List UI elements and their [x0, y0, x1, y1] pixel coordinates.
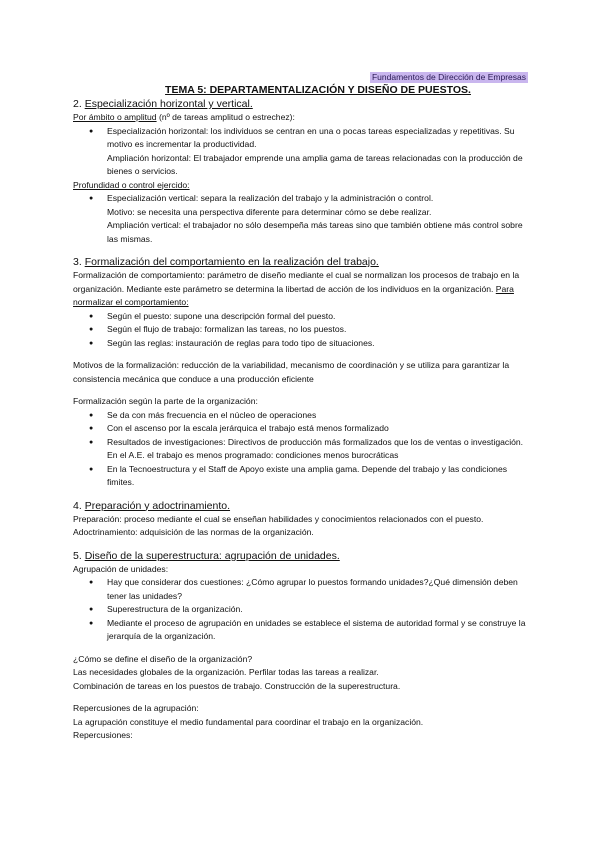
list-item: ● Mediante el proceso de agrupación en unidades se establece el sistema de autoridad formal y se construye la jerarquía de la organización.: [107, 617, 533, 644]
list-item: ● Según el flujo de trabajo: formalizan las tareas, no los puestos.: [107, 323, 533, 337]
list-item: ● Se da con más frecuencia en el núcleo de operaciones: [107, 409, 533, 423]
depth-label: Profundidad o control ejercido:: [73, 179, 190, 190]
course-header-tag: Fundamentos de Dirección de Empresas: [371, 72, 526, 82]
design-answer-2: Combinación de tareas en los puestos de trabajo. Construcción de la superestructura.: [73, 680, 401, 691]
page-title: TEMA 5: DEPARTAMENTALIZACIÓN Y DISEÑO DE PUESTOS.: [165, 84, 471, 96]
list-item: ● Especialización horizontal: los individuos se centran en una o pocas tareas especializadas y repetitivas. Su motivo es incrementar la productividad.: [107, 125, 533, 152]
horizontal-expansion: Ampliación horizontal: El trabajador emprende una amplia gama de tareas relacionadas con la producción de bienes o servicios.: [107, 152, 523, 176]
vertical-motive: Motivo: se necesita una perspectiva diferente para determinar cómo se debe realizar.: [107, 206, 432, 217]
design-question: ¿Cómo se define el diseño de la organización?: [73, 653, 253, 664]
vertical-expansion: Ampliación vertical: el trabajador no sólo desempeña más tareas sino que también obtiene más control sobre las mismas.: [107, 220, 523, 244]
section-4-heading: 4. Preparación y adoctrinamiento.: [73, 499, 231, 512]
list-item: ● Con el ascenso por la escala jerárquica el trabajo está menos formalizado: [107, 422, 533, 436]
vertical-list: [73, 192, 533, 206]
list-item: ● Superestructura de la organización.: [107, 603, 533, 617]
list-item: ● En la Tecnoestructura y el Staff de Apoyo existe una amplia gama. Depende del trabajo y las condiciones fimites.: [107, 463, 533, 490]
list-item: ● Según las reglas: instauración de reglas para todo tipo de situaciones.: [107, 337, 533, 351]
repercussions-lead: Repercusiones:: [73, 730, 133, 740]
list-item: ● Hay que considerar dos cuestiones: ¿Cómo agrupar lo puestos formando unidades?¿Qué dimensión deben tener las unidades?: [107, 576, 533, 603]
section-3-heading: 3. Formalización del comportamiento en la realización del trabajo.: [73, 256, 379, 268]
section-5-heading: 5. Diseño de la superestructura: agrupación de unidades.: [73, 549, 340, 562]
parts-label: Formalización según la parte de la organización:: [73, 396, 258, 406]
grouping-list: [73, 576, 533, 644]
design-answer-1: Las necesidades globales de la organización. Perfilar todas las tareas a realizar.: [73, 667, 379, 677]
section-2-heading: 2. Especialización horizontal y vertical.: [73, 98, 253, 110]
repercussions-text: La agrupación constituye el medio fundamental para coordinar el trabajo en la organización.: [73, 716, 424, 727]
repercussions-label: Repercusiones de la agrupación:: [73, 703, 199, 713]
parts-list: [73, 409, 533, 490]
formalization-motives: Motivos de la formalización: reducción de la variabilidad, mecanismo de coordinación y se utiliza para garantizar la consistencia mecánica que conduce a una producción eficiente: [73, 360, 510, 384]
formalization-intro: Formalización de comportamiento: parámetro de diseño mediante el cual se normalizan los procesos de trabajo en la organización. Mediante este parámetro se determina la libertad de acción de los individuos en la organización. Para normalizar el comportamiento:: [73, 270, 520, 307]
normalize-list: [73, 310, 533, 351]
grouping-label: Agrupación de unidades:: [73, 563, 169, 574]
list-item: ● Especialización vertical: separa la realización del trabajo y la administración o control.: [107, 192, 533, 206]
list-item: ● Resultados de investigaciones: Directivos de producción más formalizados que los de ventas o investigación. En el A.E. el trabajo es menos programado: condiciones menos burocráticas: [107, 436, 533, 463]
scope-label: Por ámbito o amplitud (nº de tareas amplitud o estrechez):: [73, 112, 295, 122]
list-item: ● Según el puesto: supone una descripción formal del puesto.: [107, 310, 533, 324]
document-body: [73, 83, 533, 743]
horizontal-list: [73, 125, 533, 152]
preparation-text: Preparación: proceso mediante el cual se enseñan habilidades y conocimientos relacionados con el puesto. Adoctrinamiento: adquisición de las normas de la organización.: [73, 513, 484, 537]
